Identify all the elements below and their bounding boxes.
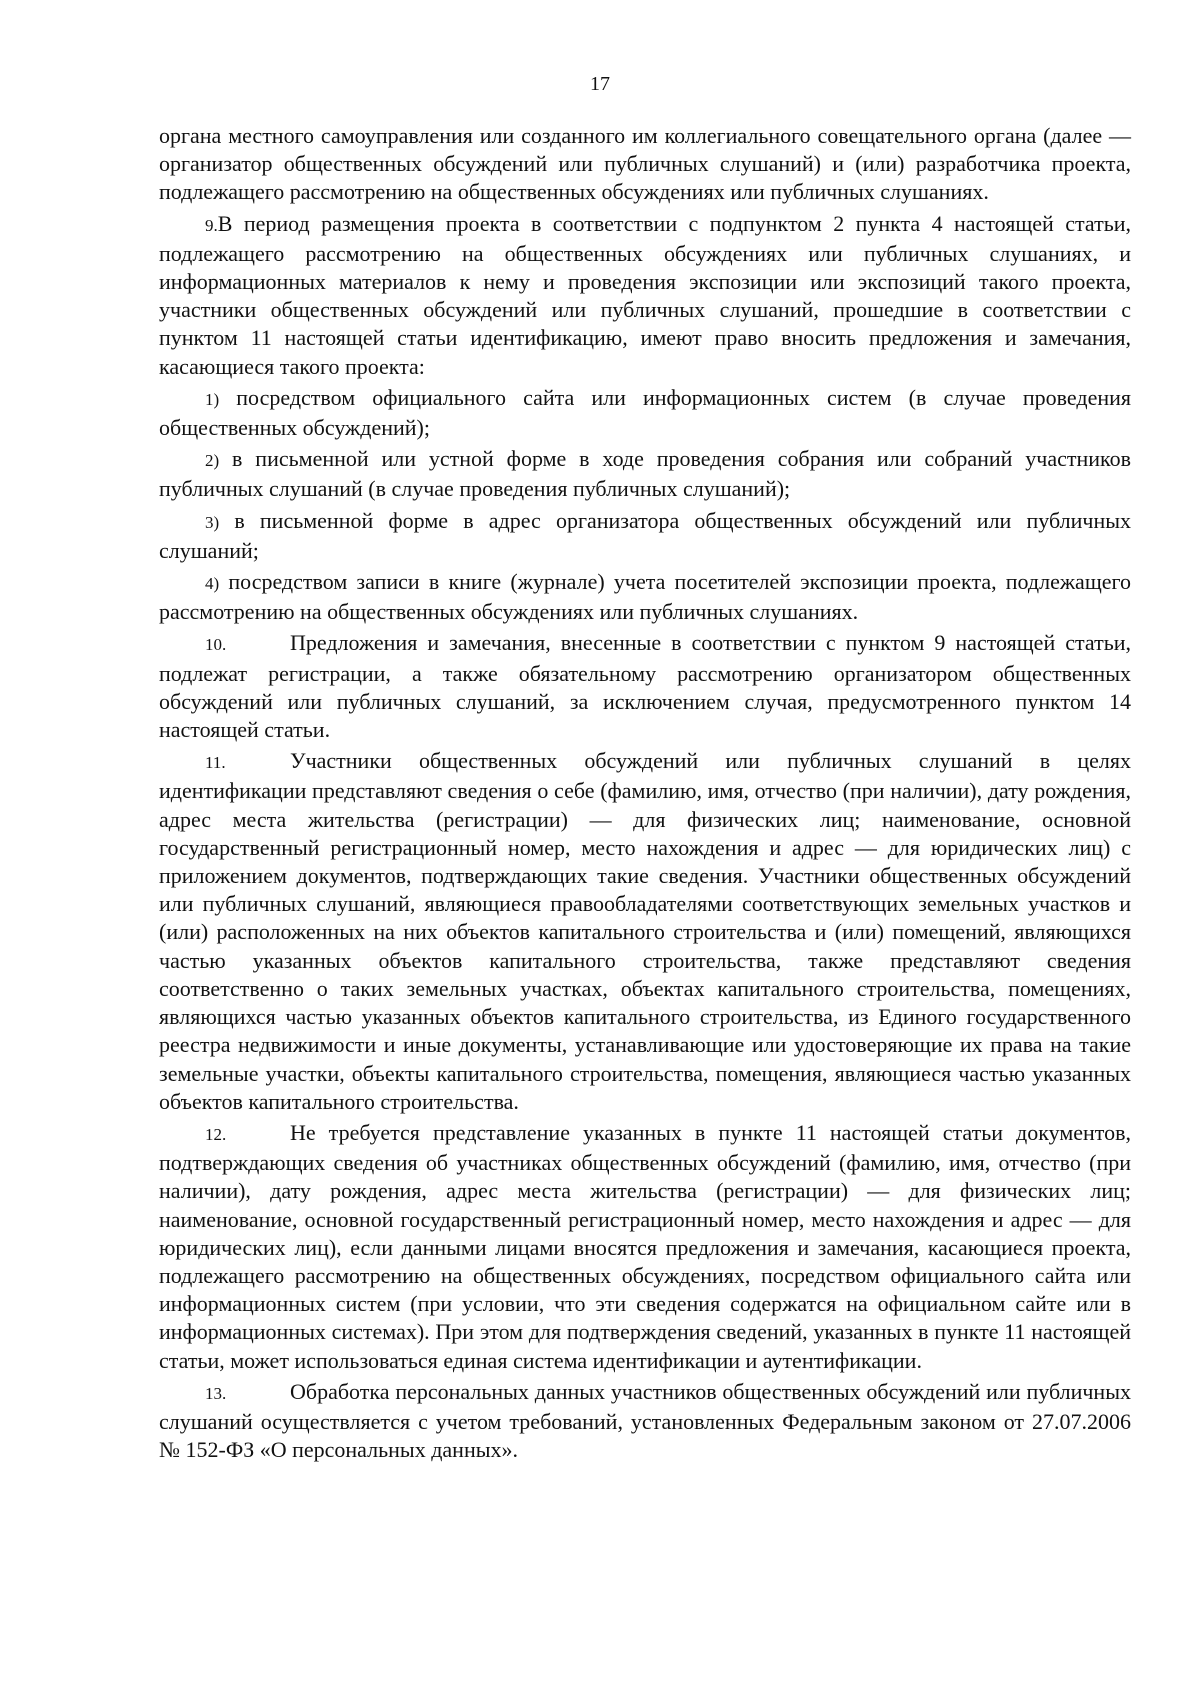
subparagraph-text: в письменной форме в адрес организатора общественных обсуждений или публичных слушаний; (159, 507, 1132, 563)
subparagraph-number: 2) (205, 451, 220, 471)
subparagraph-text: посредством официального сайта или информационных систем (в случае проведения общественных обсуждений); (159, 384, 1132, 441)
subparagraph-number: 4) (205, 574, 220, 594)
subparagraph-number: 3) (205, 512, 220, 532)
paragraph-text: Обработка персональных данных участников общественных обсуждений или публичных слушаний осуществляется с учетом требований, установленных Федеральным законом от 27.07.2006 № 152-ФЗ «О персональных данных». (159, 1378, 1131, 1463)
paragraph-number: 9. (205, 215, 218, 235)
subparagraph-1 (159, 384, 1131, 442)
paragraph-number: 12. (205, 1124, 227, 1144)
paragraph-number: 11. (205, 753, 226, 773)
subparagraph-text: в письменной или устной форме в ходе проведения собрания или собраний участников публичных слушаний (в случае проведения публичных слушаний); (159, 446, 1132, 502)
subparagraph-4 (159, 568, 1131, 626)
subparagraph-text: посредством записи в книге (журнале) учета посетителей экспозиции проекта, подлежащего рассмотрению на общественных обсуждениях или публичных слушаниях. (159, 569, 1132, 625)
paragraph-continued (159, 122, 1131, 207)
paragraph-number: 13. (205, 1383, 227, 1403)
paragraph-text: В период размещения проекта в соответствии с подпунктом 2 пункта 4 настоящей статьи, подлежащего рассмотрению на общественных обсуждениях или публичных слушаниях, и информационных материалов к нему и проведения экспозиции или экспозиций такого проекта, участники общественных обсуждений или публичных слушаний, прошедшие в соответствии с пунктом 11 настоящей статьи идентификацию, имеют право вносить предложения и замечания, касающиеся такого проекта: (159, 210, 1131, 379)
subparagraph-3 (159, 507, 1131, 565)
paragraph-10 (159, 629, 1131, 744)
paragraph-text: Участники общественных обсуждений или публичных слушаний в целях идентификации представляют сведения о себе (фамилию, имя, отчество (при наличии), дату рождения, адрес места жительства (регистрации) — для физических лиц; наименование, основной государственный регистрационный номер, место нахождения и адрес — для юридических лиц) с приложением документов, подтверждающих такие сведения. Участники общественных обсуждений или публичных слушаний, являющиеся правообладателями соответствующих земельных участков и (или) расположенных на них объектов капитального строительства и (или) помещений, являющихся частью указанных объектов капитального строительства, также представляют сведения соответственно о таких земельных участках, объектах капитального строительства, помещениях, являющихся частью указанных объектов капитального строительства, из Единого государственного реестра недвижимости и иные документы, устанавливающие или удостоверяющие их права на такие земельные участки, объекты капитального строительства, помещения, являющиеся частью указанных объектов капитального строительства. (159, 748, 1131, 1114)
paragraph-11 (159, 747, 1131, 1116)
paragraph-13 (159, 1378, 1131, 1465)
paragraph-number: 10. (205, 635, 227, 655)
subparagraph-number: 1) (205, 389, 220, 409)
subparagraph-2 (159, 445, 1131, 503)
paragraph-text: Не требуется представление указанных в пункте 11 настоящей статьи документов, подтверждающих сведения об участниках общественных обсуждений (фамилию, имя, отчество (при наличии), дату рождения, адрес места жительства (регистрации) — для физических лиц; наименование, основной государственный регистрационный номер, место нахождения и адрес — для юридических лиц), если данными лицами вносятся предложения и замечания, касающиеся проекта, подлежащего рассмотрению на общественных обсуждениях, посредством официального сайта или информационных систем (при условии, что эти сведения содержатся на официальном сайте или в информационных системах). При этом для подтверждения сведений, указанных в пункте 11 настоящей статьи, может использоваться единая система идентификации и аутентификации. (159, 1119, 1131, 1373)
document-body (159, 122, 1131, 1464)
paragraph-12 (159, 1119, 1131, 1375)
paragraph-9 (159, 210, 1131, 381)
page-number: 17 (590, 73, 610, 95)
paragraph-text: органа местного самоуправления или созданного им коллегиального совещательного органа (далее — организатор общественных обсуждений или публичных слушаний) и (или) разработчика проекта, подлежащего рассмотрению на общественных обсуждениях или публичных слушаниях. (159, 123, 1131, 205)
paragraph-text: Предложения и замечания, внесенные в соответствии с пунктом 9 настоящей статьи, подлежат регистрации, а также обязательному рассмотрению организатором общественных обсуждений или публичных слушаний, за исключением случая, предусмотренного пунктом 14 настоящей статьи. (159, 630, 1131, 743)
